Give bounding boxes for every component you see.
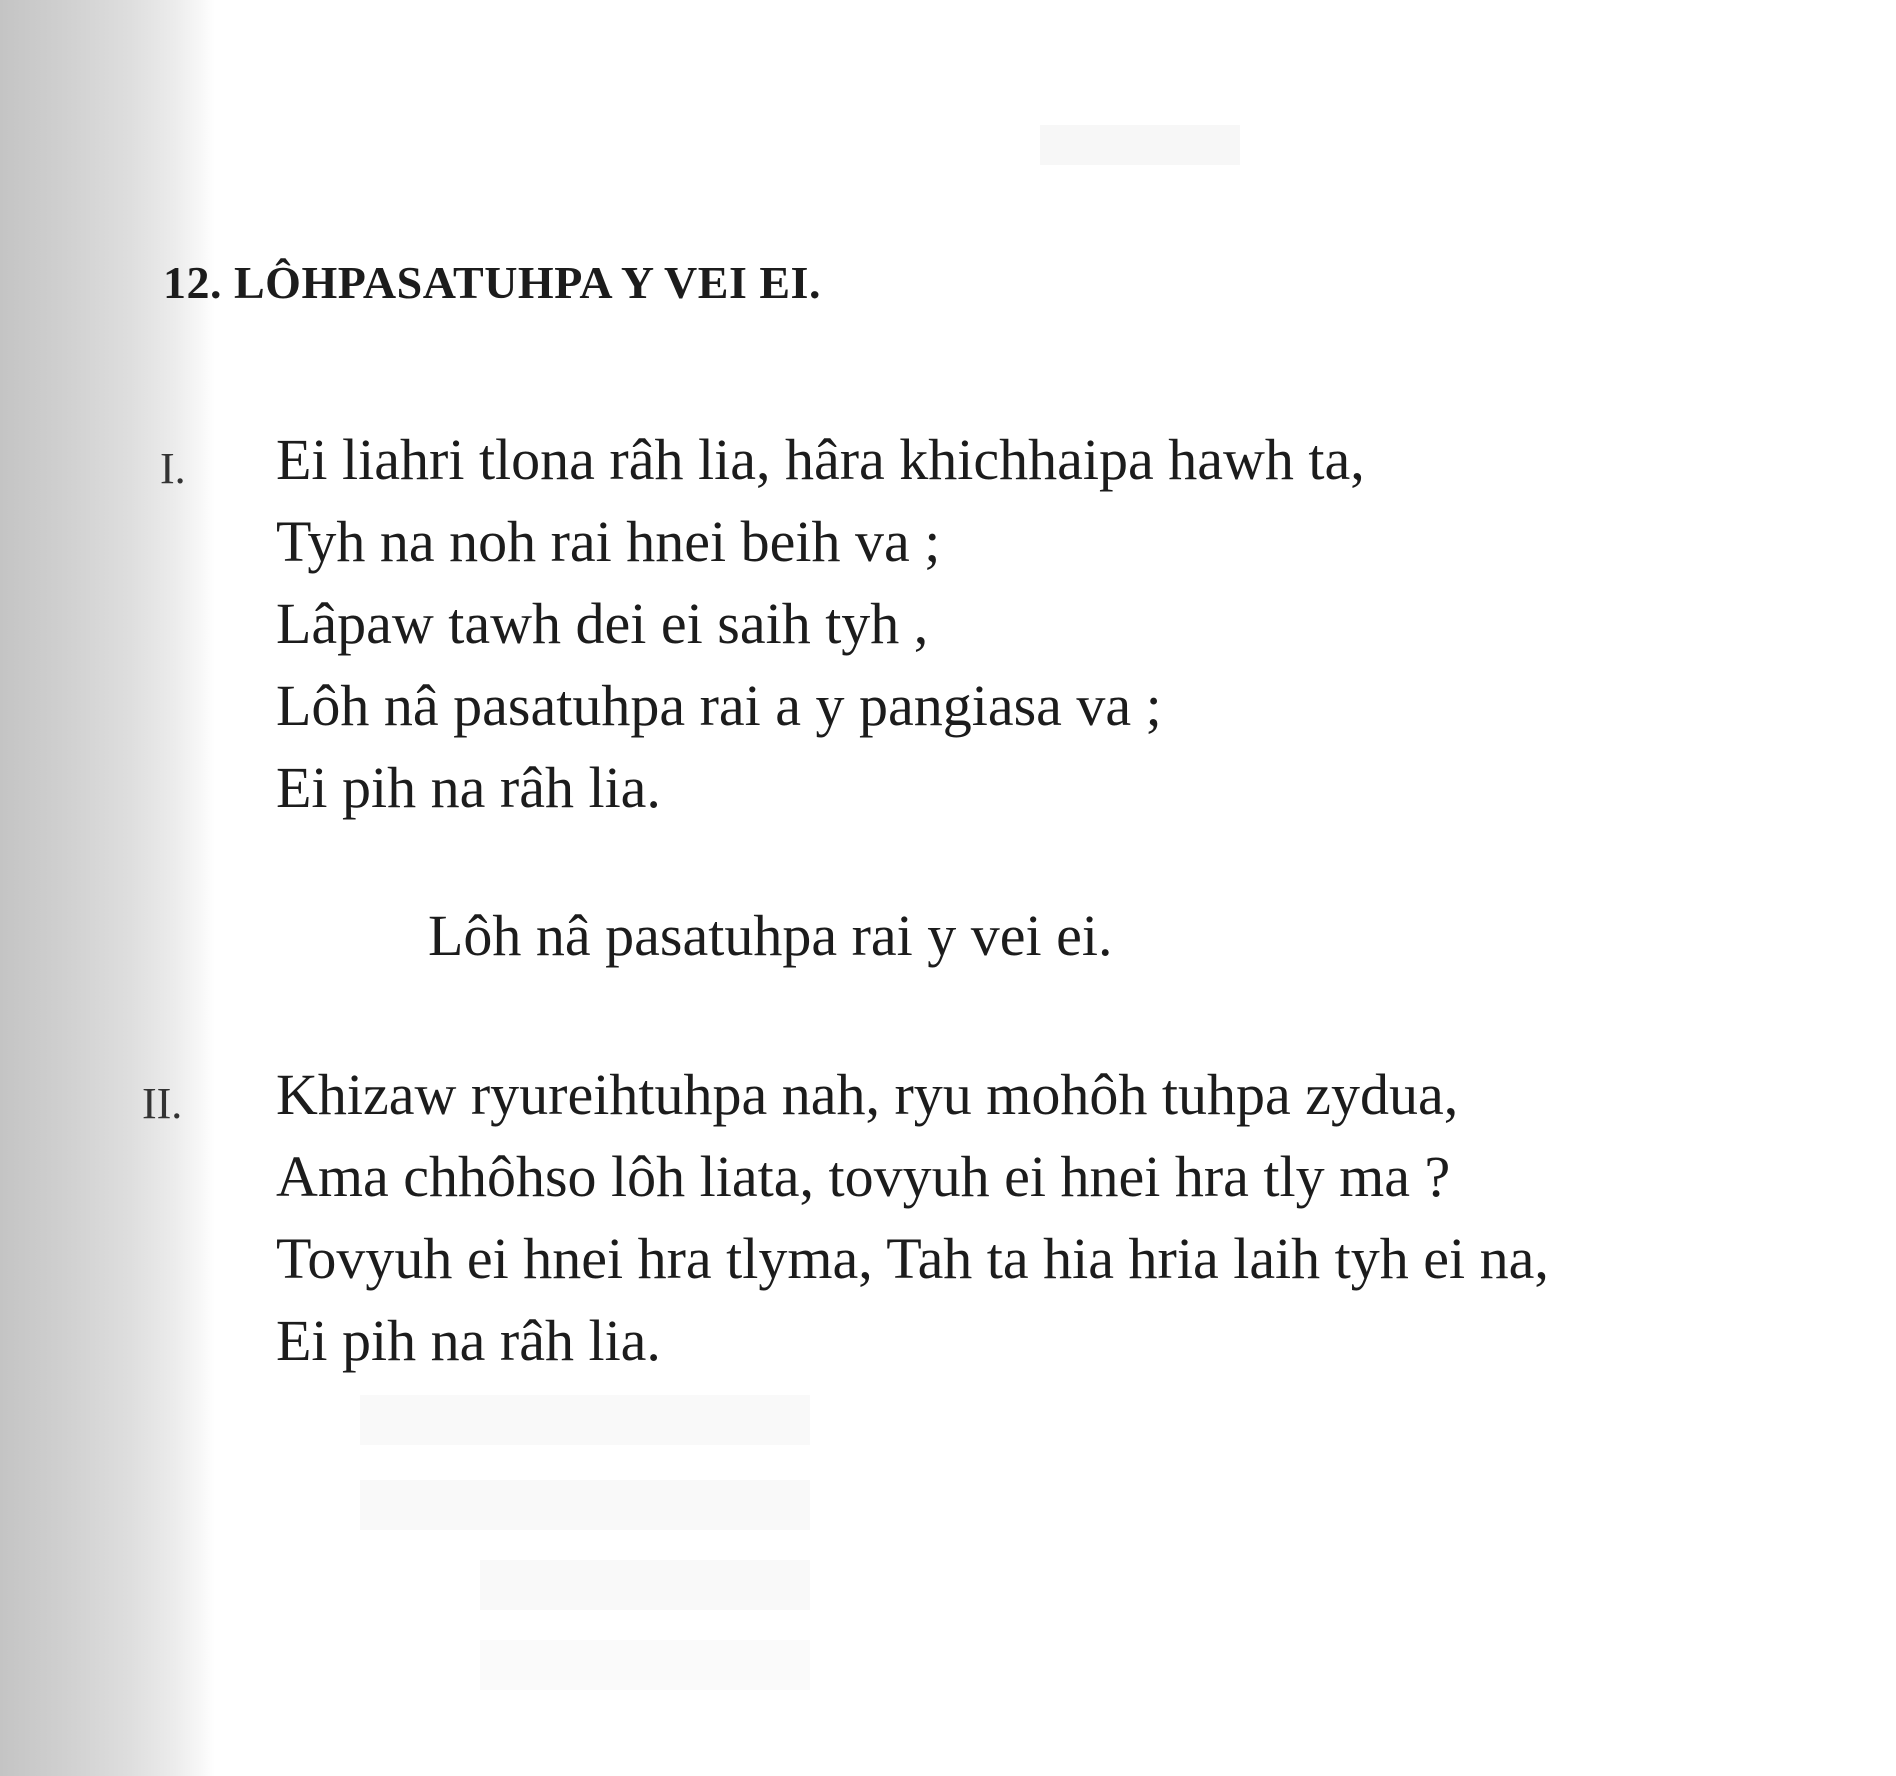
verse-2 xyxy=(276,1054,1549,1382)
verse-line: Ei liahri tlona râh lia, hâra khichhaipa hawh ta, xyxy=(276,427,1365,492)
chorus-line: Lôh nâ pasatuhpa rai y vei ei. xyxy=(428,903,1113,968)
song-title: 12. LÔHPASATUHPA Y VEI EI. xyxy=(163,257,821,308)
verse-1 xyxy=(276,419,1365,829)
verse-number: I. xyxy=(160,444,186,493)
verse-line: Tyh na noh rai hnei beih va ; xyxy=(276,509,941,574)
verse-line: Tovyuh ei hnei hra tlyma, Tah ta hia hria laih tyh ei na, xyxy=(276,1226,1549,1291)
verse-line: Ei pih na râh lia. xyxy=(276,1308,661,1373)
verse-number: II. xyxy=(142,1079,183,1128)
verse-line: Lâpaw tawh dei ei saih tyh , xyxy=(276,591,929,656)
verse-line: Ei pih na râh lia. xyxy=(276,755,661,820)
verse-line: Ama chhôhso lôh liata, tovyuh ei hnei hra tly ma ? xyxy=(276,1144,1451,1209)
verse-line: Khizaw ryureihtuhpa nah, ryu mohôh tuhpa zydua, xyxy=(276,1062,1459,1127)
verse-line: Lôh nâ pasatuhpa rai a y pangiasa va ; xyxy=(276,673,1162,738)
